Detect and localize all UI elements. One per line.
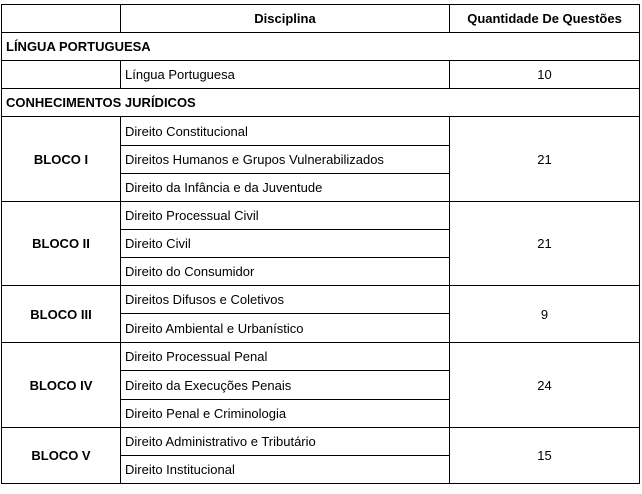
subjects-table [1,4,640,484]
bloco-label: BLOCO II [2,202,121,286]
table-row [2,61,640,89]
question-count: 10 [450,61,640,89]
subject-cell: Direito Civil [121,230,450,258]
subject-cell: Direito Institucional [121,456,450,484]
question-count: 21 [450,202,640,286]
section-title: CONHECIMENTOS JURÍDICOS [2,89,640,117]
header-quantidade: Quantidade De Questões [450,5,640,33]
table-row [2,428,640,456]
header-row [2,5,640,33]
subject-cell: Direito Ambiental e Urbanístico [121,314,450,343]
subject-cell: Direitos Humanos e Grupos Vulnerabilizados [121,146,450,174]
subject-cell: Direito Administrativo e Tributário [121,428,450,456]
group-label [2,61,121,89]
subject-cell: Direito Penal e Criminologia [121,400,450,428]
table-row [2,286,640,314]
question-count: 15 [450,428,640,484]
section-row [2,89,640,117]
header-blank-cell [2,5,121,33]
subject-cell: Direito da Execuções Penais [121,371,450,400]
bloco-label: BLOCO III [2,286,121,343]
bloco-label: BLOCO I [2,117,121,202]
section-title: LÍNGUA PORTUGUESA [2,33,640,61]
subject-cell: Direito da Infância e da Juventude [121,174,450,202]
subject-cell: Direito do Consumidor [121,258,450,286]
subject-cell: Direito Processual Penal [121,343,450,371]
header-disciplina: Disciplina [121,5,450,33]
question-count: 9 [450,286,640,343]
question-count: 24 [450,343,640,428]
table-row [2,343,640,371]
bloco-label: BLOCO V [2,428,121,484]
section-row [2,33,640,61]
subject-cell: Direitos Difusos e Coletivos [121,286,450,314]
table-row [2,202,640,230]
question-count: 21 [450,117,640,202]
subject-cell: Direito Constitucional [121,117,450,146]
table-row [2,117,640,146]
subject-cell: Língua Portuguesa [121,61,450,89]
bloco-label: BLOCO IV [2,343,121,428]
subject-cell: Direito Processual Civil [121,202,450,230]
